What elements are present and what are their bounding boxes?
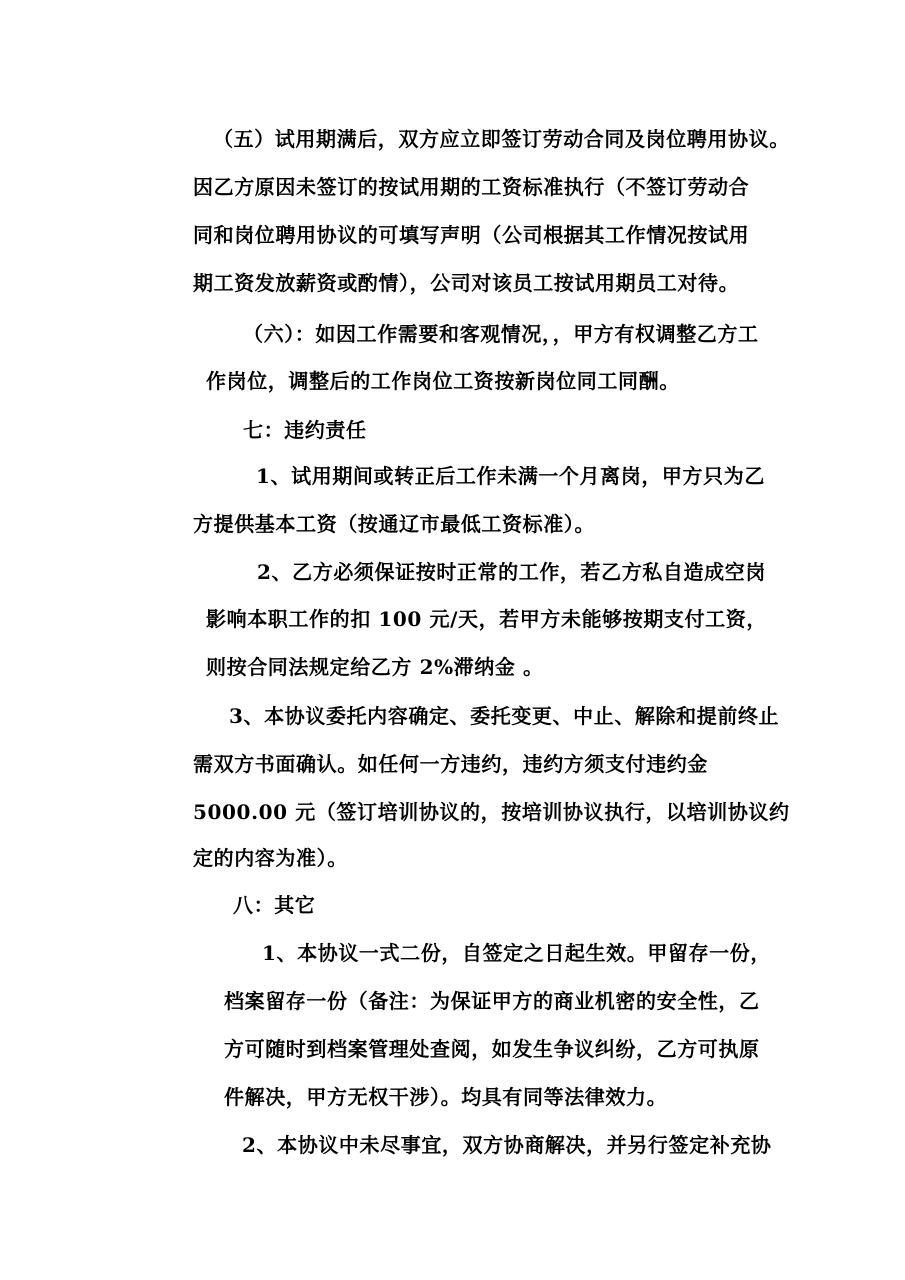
- section-8-item-1-line-3: 方可随时到档案管理处查阅，如发生争议纠纷，乙方可执原: [224, 1037, 760, 1061]
- section-7-item-3-line-2: 需双方书面确认。如任何一方违约，违约方须支付违约金: [193, 752, 708, 776]
- section-8-item-2-line-1: 2、本协议中未尽事宜，双方协商解决，并另行签定补充协: [242, 1133, 772, 1157]
- section-8-item-1-line-4: 件解决，甲方无权干涉）。均具有同等法律效力。: [224, 1085, 668, 1109]
- clause-6-line-2: 作岗位，调整后的工作岗位工资按新岗位同工同酬。: [206, 369, 680, 393]
- clause-5-line-4: 期工资发放薪资或酌情），公司对该员工按试用期员工对待。: [193, 271, 740, 295]
- section-7-item-3-line-1: 3、本协议委托内容确定、委托变更、中止、解除和提前终止: [229, 704, 780, 728]
- section-8-heading: 八：其它: [233, 893, 316, 917]
- clause-5-line-2: 因乙方原因未签订的按试用期的工资标准执行（不签订劳动合: [193, 175, 750, 199]
- section-7-item-2-line-1: 2、乙方必须保证按时正常的工作，若乙方私自造成空岗: [257, 560, 766, 584]
- clause-5-line-1: （五）试用期满后，双方应立即签订劳动合同及岗位聘用协议。: [213, 127, 790, 151]
- section-7-item-2-line-3: 则按合同法规定给乙方 2%滞纳金 。: [206, 655, 544, 679]
- section-7-item-3-line-4: 定的内容为准）。: [193, 846, 348, 870]
- clause-5-line-3: 同和岗位聘用协议的可填写声明（公司根据其工作情况按试用: [193, 223, 750, 247]
- section-7-item-1-line-1: 1、试用期间或转正后工作未满一个月离岗，甲方只为乙: [256, 464, 765, 488]
- section-7-item-1-line-2: 方提供基本工资（按通辽市最低工资标准）。: [193, 512, 595, 536]
- section-8-item-1-line-2: 档案留存一份（备注：为保证甲方的商业机密的安全性，乙: [224, 989, 760, 1013]
- section-7-heading: 七：违约责任: [243, 418, 367, 442]
- clause-6-line-1: （六）：如因工作需要和客观情况，，甲方有权调整乙方工: [243, 322, 759, 346]
- section-7-item-2-line-2: 影响本职工作的扣 100 元/天，若甲方未能够按期支付工资，: [206, 607, 767, 631]
- section-7-item-3-line-3: 5000.00 元（签订培训协议的，按培训协议执行，以培训协议约: [193, 800, 790, 824]
- section-8-item-1-line-1: 1、本协议一式二份，自签定之日起生效。甲留存一份，: [262, 941, 771, 965]
